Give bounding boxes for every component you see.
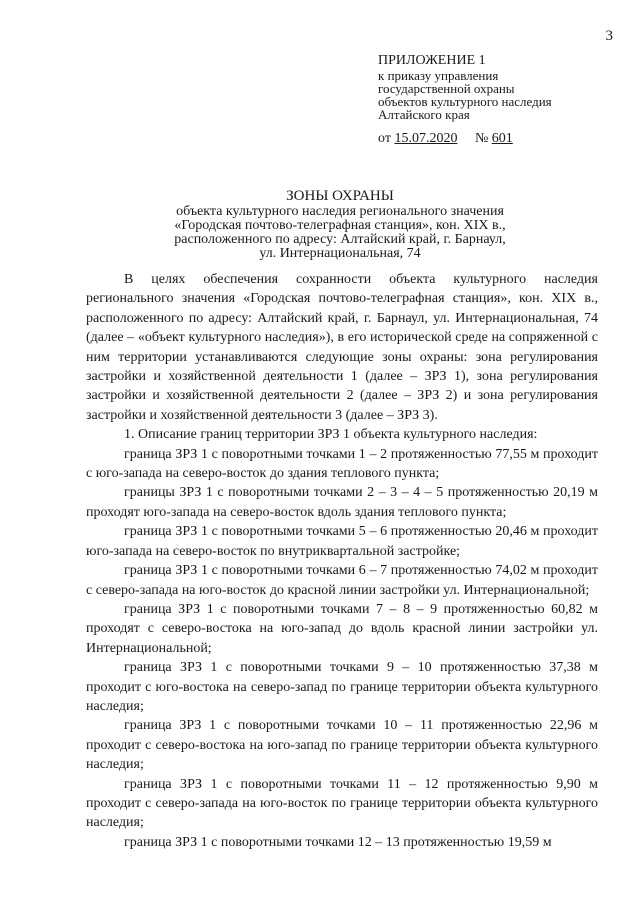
body-text — [86, 270, 598, 852]
boundary-paragraph: граница ЗРЗ 1 с поворотными точками 10 – 11 протяженностью 22,96 м проходит с северо-востока на юго-запад по границе территории объекта культурного наследия; — [86, 718, 598, 773]
appendix-line: объектов культурного наследия — [378, 94, 552, 109]
heading-subtitle-line: расположенного по адресу: Алтайский край, г. Барнаул, — [174, 232, 506, 247]
section-heading: 1. Описание границ территории ЗРЗ 1 объекта культурного наследия: — [124, 427, 538, 443]
boundary-paragraph: граница ЗРЗ 1 с поворотными точками 7 – 8 – 9 протяженностью 60,82 м проходят с северо-востока на юго-запад до вдоль красной линии застройки ул. Интернациональной; — [86, 601, 598, 656]
order-number-label: № — [474, 131, 489, 146]
boundary-paragraph: граница ЗРЗ 1 с поворотными точками 1 – 2 протяженностью 77,55 м проходит с юго-запада на северо-восток до здания теплового пункта; — [86, 446, 598, 482]
boundary-paragraph: граница ЗРЗ 1 с поворотными точками 12 – 13 протяженностью 19,59 м — [124, 834, 552, 850]
document-heading — [140, 187, 540, 261]
appendix-line: к приказу управления — [378, 68, 499, 83]
heading-subtitle-line: объекта культурного наследия регионального значения — [176, 204, 504, 219]
boundary-paragraph: граница ЗРЗ 1 с поворотными точками 9 – 10 протяженностью 37,38 м проходит с юго-востока на северо-запад по границе территории объекта культурного наследия; — [86, 660, 598, 714]
order-line — [378, 131, 513, 147]
heading-title: ЗОНЫ ОХРАНЫ — [286, 188, 394, 204]
page-number: 3 — [605, 28, 613, 44]
boundary-paragraph: граница ЗРЗ 1 с поворотными точками 6 – 7 протяженностью 74,02 м проходит с северо-запада на юго-восток до красной линии застройки ул. Интернациональной; — [86, 563, 598, 598]
boundary-paragraph: граница ЗРЗ 1 с поворотными точками 11 – 12 протяженностью 9,90 м проходит с северо-запада на юго-восток по границе территории объекта культурного наследия; — [86, 776, 598, 831]
order-number: 601 — [491, 131, 513, 146]
boundary-paragraph: граница ЗРЗ 1 с поворотными точками 5 – 6 протяженностью 20,46 м проходит юго-запада на северо-восток по внутриквартальной застройке; — [86, 524, 598, 559]
appendix-line: государственной охраны — [378, 81, 515, 96]
appendix-title: ПРИЛОЖЕНИЕ 1 — [378, 53, 486, 68]
appendix-block — [378, 53, 552, 121]
boundary-paragraph: границы ЗРЗ 1 с поворотными точками 2 – 3 – 4 – 5 протяженностью 20,19 м проходят юго-запада на северо-восток вдоль здания теплового пункта; — [86, 485, 598, 520]
heading-subtitle-line: ул. Интернациональная, 74 — [259, 246, 421, 261]
appendix-line: Алтайского края — [378, 107, 470, 122]
order-from-label: от — [378, 131, 391, 146]
order-date: 15.07.2020 — [394, 131, 458, 146]
heading-subtitle-line: «Городская почтово-телеграфная станция», кон. XIX в., — [174, 218, 506, 233]
intro-paragraph: В целях обеспечения сохранности объекта культурного наследия регионального значения «Городская почтово-телеграфная станция», кон. XIX в., расположенного по адресу: Алтайский край, г. Барнаул, ул. Интернациональная, 74 (далее – «объект культурного наследия»), в его исторической среде на сопряженной с ним территории устанавливаются следующие зоны охраны: зона регулирования застройки и хозяйственной деятельности 1 (далее – ЗРЗ 1), зона регулирования застройки и хозяйственной деятельности 2 (далее – ЗРЗ 2) и зона регулирования застройки и хозяйственной деятельности 3 (далее – ЗРЗ 3). — [86, 272, 598, 423]
